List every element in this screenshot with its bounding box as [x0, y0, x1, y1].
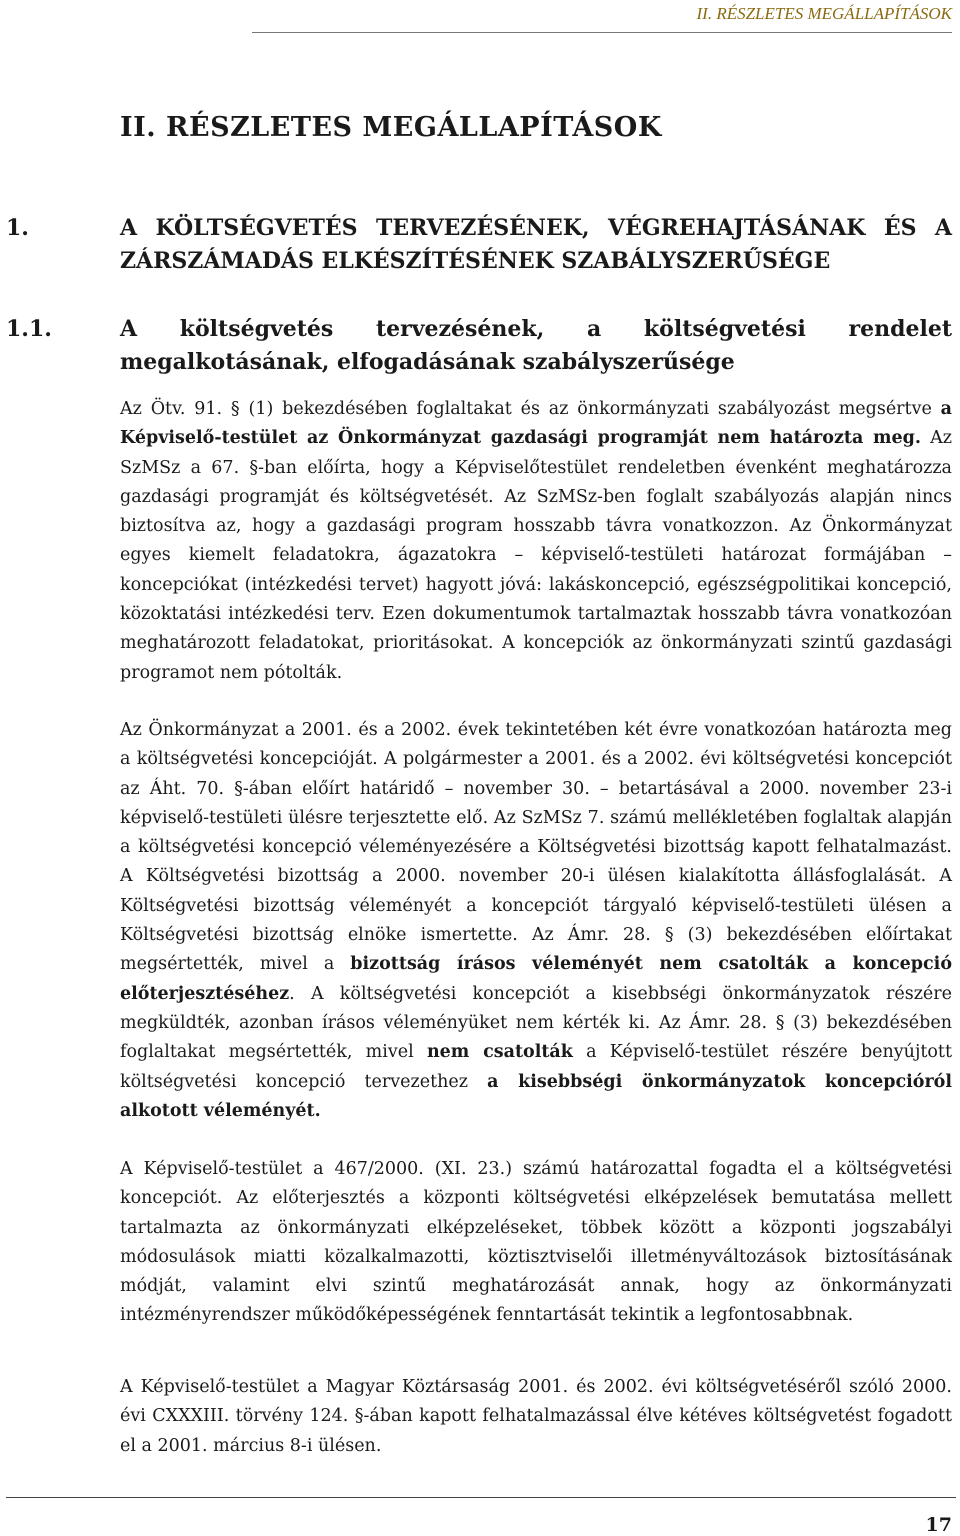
text-run: . A költségvetési koncepciót a kisebbségi önkormányzatok részére megküldték, azonban írásos véleményüket nem kérték ki. Az Ámr. 28. § (3) bekezdésében foglaltakat megsértették, mivel — [120, 983, 952, 1063]
paragraph-economic-program — [120, 395, 952, 688]
footer-rule — [6, 1497, 956, 1498]
bold-finding: a Képviselő-testület az Önkormányzat gazdasági programját nem határozta meg. — [120, 399, 952, 449]
bold-finding: nem csatolták — [426, 1042, 573, 1063]
section-title: A KÖLTSÉGVETÉS TERVEZÉSÉNEK, VÉGREHAJTÁSÁNAK ÉS A ZÁRSZÁMADÁS ELKÉSZÍTÉSÉNEK SZABÁLYSZERŰSÉGE — [120, 215, 952, 274]
subsection-number: 1.1. — [6, 316, 52, 342]
text-run: Az Ötv. 91. § (1) bekezdésében foglaltakat és az önkormányzati szabályozást megsértve — [120, 399, 941, 419]
bold-finding: a kisebbségi önkormányzatok koncepcióról alkotott véleményét. — [120, 1071, 952, 1121]
text-run: a Képviselő-testület részére benyújtott költségvetési koncepció tervezethez — [120, 1042, 952, 1092]
subsection-title: A költségvetés tervezésének, a költségvetési rendelet megalkotásának, elfogadásának szabályszerűsége — [120, 316, 952, 375]
text-run: Az Önkormányzat a 2001. és a 2002. évek tekintetében két évre vonatkozóan határozta meg a költségvetési koncepcióját. A polgármester a 2001. és a 2002. évi költségvetési koncepciót az Áht. 70. §-ában előírt határidő – november 30. – betartásával a 2000. november 23-i képviselő-testületi ülésre terjesztette elő. Az SzMSz 7. számú mellékletében foglaltak alapján a költségvetési koncepció véleményezésére a Költségvetési bizottság kapott felhatalmazást. A Költségvetési bizottság a 2000. november 20-i ülésen kialakította állásfoglalását. A Költségvetési bizottság véleményét a koncepciót tárgyaló képviselő-testületi ülésen a Költségvetési bizottság elnöke ismertette. Az Ámr. 28. § (3) bekezdésében előírtakat megsértették, mivel a — [120, 720, 952, 975]
subsection-heading-1-1 — [6, 313, 956, 379]
paragraph-two-year-budget: A Képviselő-testület a Magyar Köztársaság 2001. és 2002. évi költségvetéséről szóló 2000. évi CXXXIII. törvény 124. §-ában kapott felhatalmazással élve kétéves költségvetést fogadott el a 2001. március 8-i ülésen. — [120, 1377, 952, 1456]
bold-finding: bizottság írásos véleményét nem csatolták a koncepció előterjesztéséhez — [120, 954, 952, 1004]
paragraph-budget-concept — [120, 716, 952, 1126]
paragraph-concept-adoption: A Képviselő-testület a 467/2000. (XI. 23.) számú határozattal fogadta el a költségvetési koncepciót. Az előterjesztés a központi költségvetési elképzelések bemutatása mellett tartalmazta az önkormányzati elképzeléseket, többek között a központi jogszabályi módosulások miatti közalkalmazotti, köztisztviselői illetményváltozások biztosításának módját, valamint elvi szintű meghatározását annak, hogy az önkormányzati intézményrendszer működőképességének fenntartását tekintik a legfontosabbnak. — [120, 1159, 952, 1326]
running-header: II. RÉSZLETES MEGÁLLAPÍTÁSOK — [252, 4, 952, 33]
chapter-title: II. RÉSZLETES MEGÁLLAPÍTÁSOK — [120, 112, 662, 143]
section-heading-1 — [6, 212, 956, 278]
section-number: 1. — [6, 215, 29, 241]
page-number: 17 — [925, 1514, 952, 1536]
text-run: Az SzMSz a 67. §-ban előírta, hogy a Képviselőtestület rendeletben évenként meghatározza gazdasági programját és költségvetését. Az SzMSz-ben foglalt szabályozás alapján nincs biztosítva az, hogy a gazdasági program hosszabb távra vonatkozzon. Az Önkormányzat egyes kiemelt feladatokra, ágazatokra – képviselő-testületi határozat formájában – koncepciókat (intézkedési tervet) hagyott jóvá: lakáskoncepció, egészségpolitikai koncepció, közoktatási intézkedési terv. Ezen dokumentumok tartalmaztak hosszabb távra vonatkozóan meghatározott feladatokat, prioritásokat. A koncepciók az önkormányzati szintű gazdasági programot nem pótolták. — [120, 428, 953, 683]
